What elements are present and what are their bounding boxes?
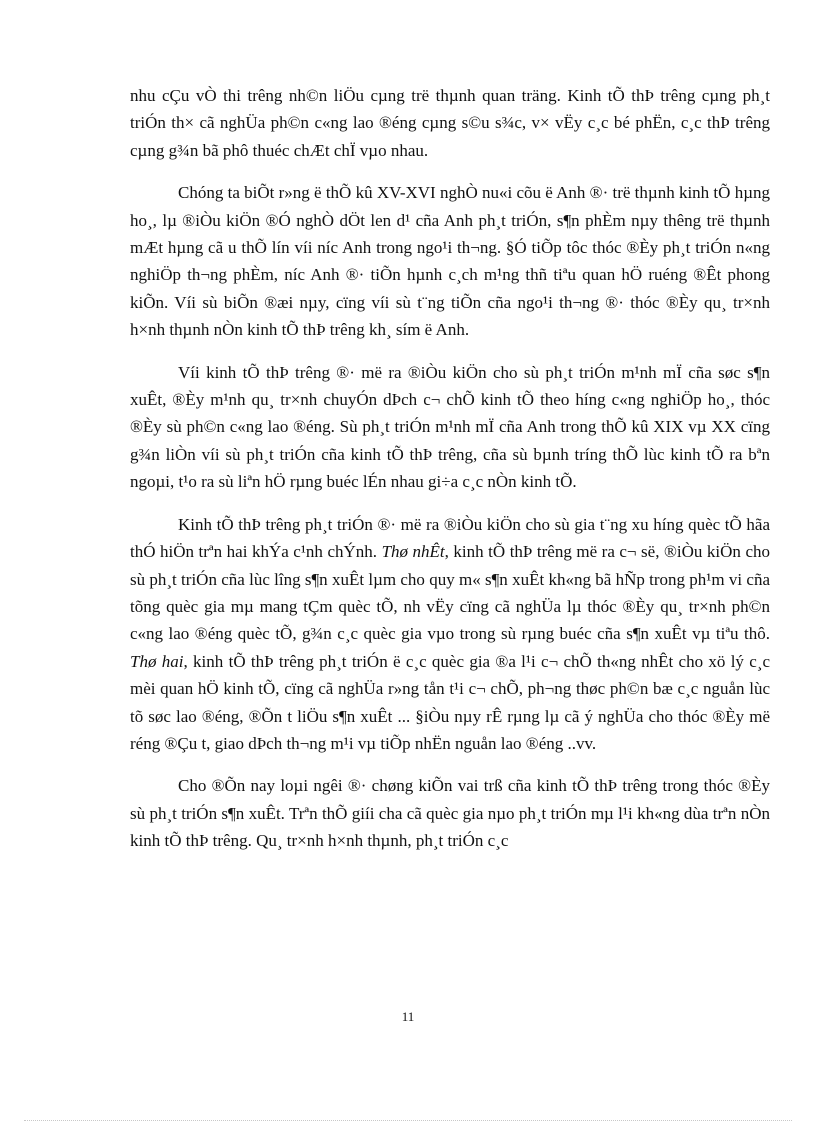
text-run: , kinh tÕ thÞ trêng ph¸t triÓn ë c¸c quèc gia ®a l¹i c¬ chÕ th«ng nhÊt cho xö lý c¸c mèi quan hÖ kinh tÕ, cïng cã nghÜa r»ng tån t¹i c¬ chÕ, ph¬ng thøc ph©n bæ c¸c nguån lùc tõ søc lao ®éng, ®Õn t liÖu s¶n xuÊt ... §iÒu nµy rÊ rµng lµ cã ý nghÜa cho thóc ®Èy më réng ®Çu t, giao dÞch th¬ng m¹i vµ tiÕp nhËn nguån lao ®éng ..vv.: [130, 651, 770, 753]
italic-run: Thø nhÊt: [381, 542, 445, 562]
text-run: nhu cÇu vÒ thi trêng nh©n liÖu cµng trë thµnh quan träng. Kinh tÕ thÞ trêng cµng ph¸t triÓn th× cã nghÜa ph©n c«ng lao ®éng cµng s©u s¾c, v× vËy c¸c bé phËn, c¸c thÞ trêng cµng g¾n bã phô thuéc chÆt chÏ vµo nhau.: [130, 86, 770, 160]
text-run: , kinh tÕ thÞ trêng më ra c¬ së, ®iÒu kiÖn cho sù ph¸t triÓn cña lùc lîng s¶n xuÊt lµm cho quy m« s¶n xuÊt kh«ng bã hÑp trong ph¹m vi cña tõng quèc gia mµ mang tÇm quèc tÕ, nh vËy cïng cã nghÜa lµ thóc ®Èy qu¸ tr×nh ph©n c«ng lao ®éng quèc tÕ, g¾n c¸c quèc gia vµo trong sù rµng buéc cña s¶n xuÊt vµ tiªu thô.: [130, 542, 770, 644]
text-run: Kinh tÕ thÞ trêng ph¸t triÓn ®· më ra ®iÒu kiÖn cho sù gia t¨ng xu híng quèc tÕ hãa thÓ hiÖn trªn hai khÝa c¹nh chÝnh.: [130, 514, 770, 562]
page-number: 11: [401, 1009, 415, 1024]
body-text: [130, 82, 770, 870]
text-run: Víi kinh tÕ thÞ trêng ®· më ra ®iÒu kiÖn cho sù ph¸t triÓn m¹nh mÏ cña søc s¶n xuÊt, ®Èy m¹nh qu¸ tr×nh chuyÓn dÞch c¬ chÕ kinh tÕ theo híng c«ng nghiÖp ho¸, thóc ®Èy sù ph©n c«ng lao ®éng. Sù ph¸t triÓn m¹nh mÏ cña Anh trong thÕ kû XIX vµ XX cïng g¾n liÒn víi sù ph¸t triÓn cña kinh tÕ thÞ trêng, cña sù bµnh tríng thÕ lùc kinh tÕ ra bªn ngoµi, t¹o ra sù liªn hÖ rµng buéc lÉn nhau gi÷a c¸c nÒn kinh tÕ.: [130, 362, 770, 492]
paragraph-2: [130, 179, 770, 343]
text-run: Chóng ta biÕt r»ng ë thÕ kû XV-XVI nghÒ nu«i cõu ë Anh ®· trë thµnh kinh tÕ hµng ho¸, lµ ®iÒu kiÖn ®Ó nghÒ dÖt len d¹ cña Anh ph¸t triÓn, s¶n phÈm nµy thêng trë thµnh mÆt hµng cã u thÕ lín víi níc Anh trong ngo¹i th¬ng. §Ó tiÕp tôc thóc ®Èy ph¸t triÓn n«ng nghiÖp th¬ng phÈm, níc Anh ®· tiÕn hµnh c¸ch m¹ng thñ tiªu quan hÖ ruéng ®Êt phong kiÕn. Víi sù biÕn ®æi nµy, cïng víi sù t¨ng tiÕn cña ngo¹i th¬ng ®· thóc ®Èy qu¸ tr×nh h×nh thµnh nÒn kinh tÕ thÞ trêng kh¸ sím ë Anh.: [130, 183, 770, 340]
italic-run: Thø hai: [130, 651, 184, 671]
paragraph-3: [130, 359, 770, 496]
paragraph-1: [130, 82, 770, 164]
paragraph-4: [130, 511, 770, 758]
text-run: Cho ®Õn nay loµi ngêi ®· chøng kiÕn vai trß cña kinh tÕ thÞ trêng trong thóc ®Èy sù ph¸t triÓn s¶n xuÊt. Trªn thÕ giíi cha cã quèc gia nµo ph¸t triÓn mµ l¹i kh«ng dùa trªn nÒn kinh tÕ thÞ trêng. Qu¸ tr×nh h×nh thµnh, ph¸t triÓn c¸c: [130, 776, 770, 851]
paragraph-5: [130, 772, 770, 854]
page-bottom-divider: [24, 1120, 792, 1121]
